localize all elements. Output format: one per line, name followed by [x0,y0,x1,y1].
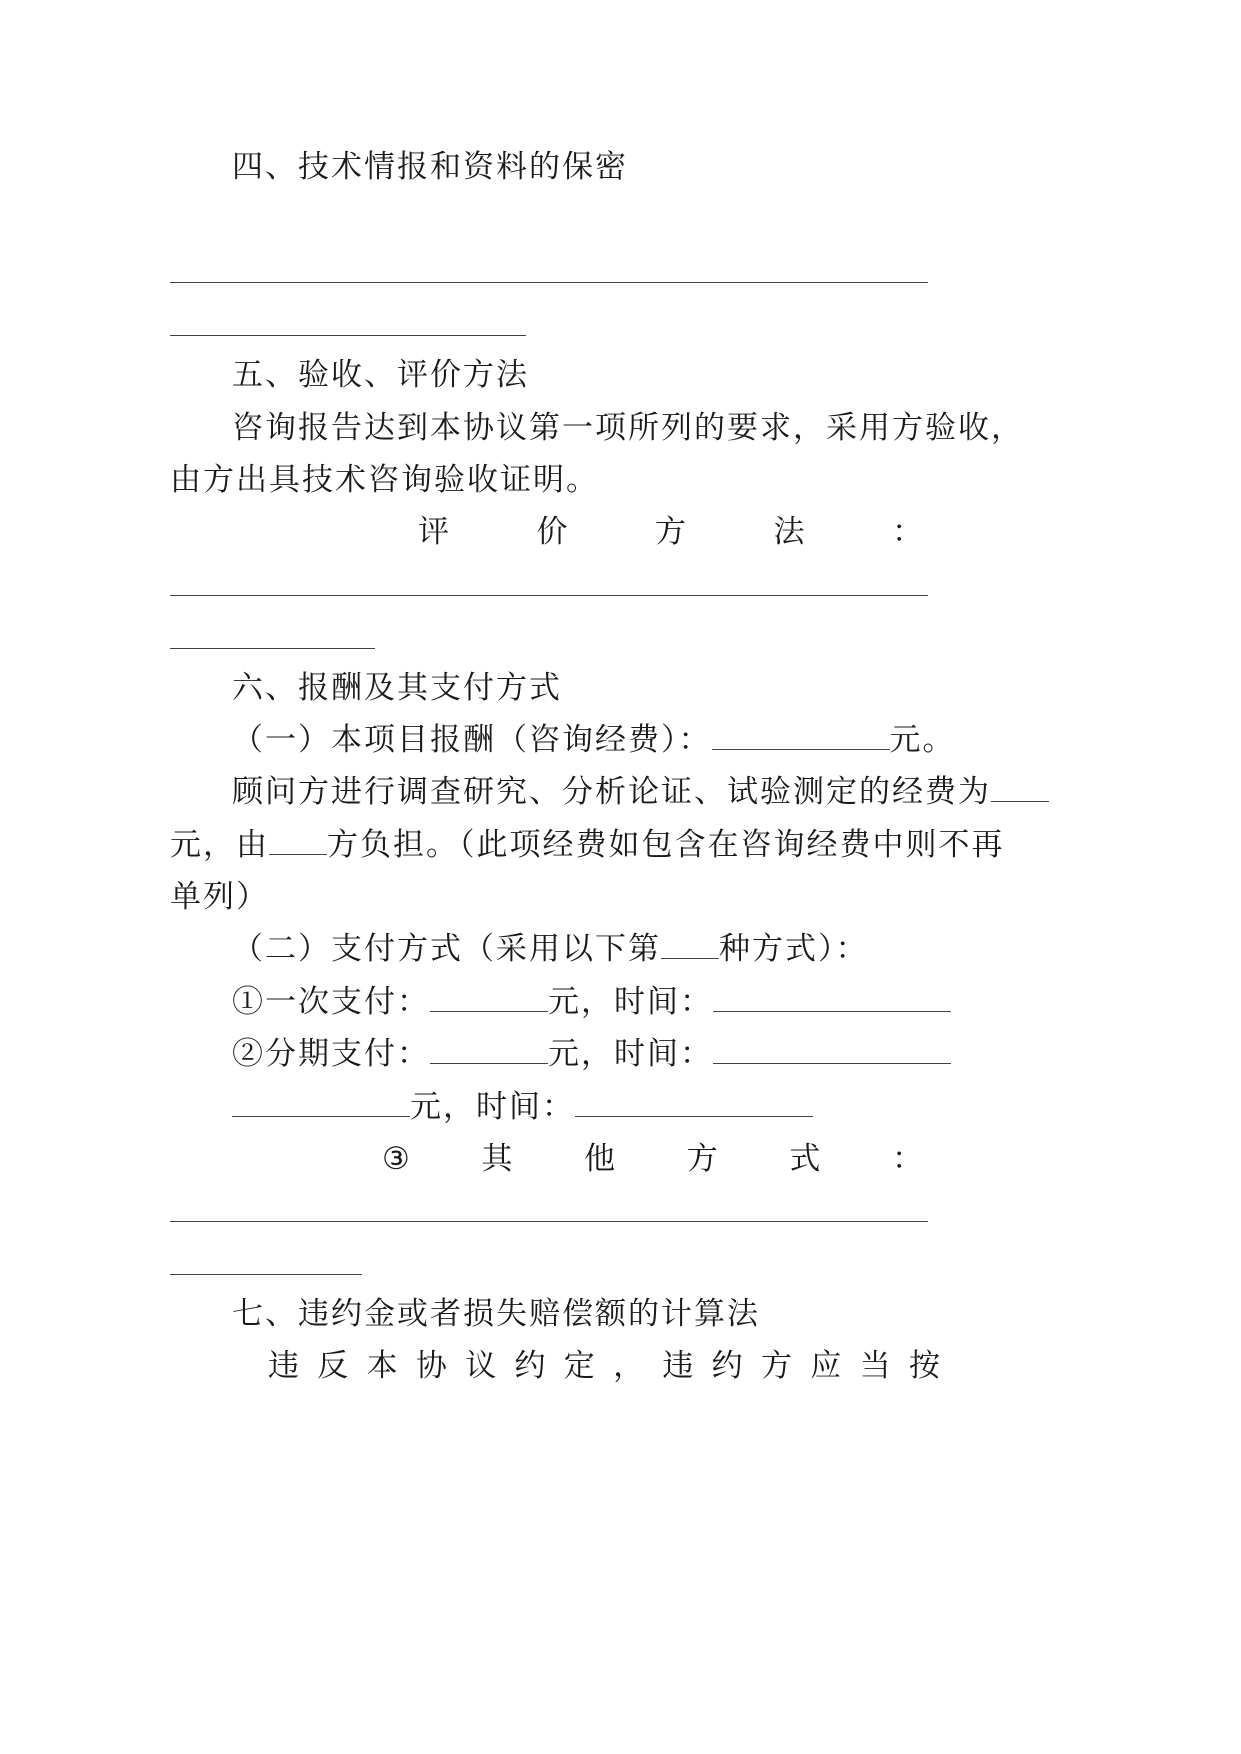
section-7-heading: 七、违约金或者损失赔偿额的计算法 [232,1296,760,1332]
breach-clause-char: 议 [465,1348,497,1384]
payment-item-1 [232,720,956,760]
research-fee-line-2 [170,825,1005,865]
research-fee-note: 方负担。（此项经费如包含在咨询经费中则不再 [327,827,1005,863]
option-installment-continued [232,1087,813,1127]
fill-in-line [170,1221,928,1222]
breach-clause-char: 定 [563,1348,595,1384]
payment-item-1-prefix: （一）本项目报酬（咨询经费）： [232,722,712,758]
breach-clause-char: 方 [760,1348,792,1384]
section-4-heading: 四、技术情报和资料的保密 [232,149,628,185]
option-installment-label: ②分期支付： [232,1036,430,1072]
breach-clause-char: 约 [514,1348,546,1384]
evaluation-method-char: 评 [418,514,449,550]
acceptance-text-line-1: 咨询报告达到本协议第一项所列的要求，采用方验收， [232,410,1024,446]
method-number-blank [661,932,719,959]
fill-in-line [170,1274,362,1275]
breach-clause-char: ， [613,1348,645,1384]
time-blank [713,985,951,1012]
fee-amount-blank [712,723,890,750]
amount-blank [430,1037,548,1064]
other-method-char: ： [892,1141,923,1177]
evaluation-method-char: 价 [536,514,568,550]
amount-blank [430,985,548,1012]
yuan-time-label: 元，时间： [548,1036,713,1072]
fill-in-line [170,648,375,649]
fill-in-line [170,282,928,283]
breach-clause-char: 应 [810,1348,842,1384]
evaluation-method-char: 方 [655,514,686,550]
breach-clause-line [268,1346,940,1386]
yuan-time-label: 元，时间： [548,984,713,1020]
option-lump-sum [232,982,951,1022]
other-method-char: 方 [686,1141,718,1177]
research-fee-amount-blank [991,775,1049,802]
breach-clause-char: 协 [415,1348,447,1384]
party-blank [269,828,327,855]
breach-clause-char: 本 [366,1348,398,1384]
payment-item-2-prefix: （二）支付方式（采用以下第 [232,931,661,967]
evaluation-method-label [418,512,923,552]
breach-clause-char: 约 [711,1348,743,1384]
time-blank [713,1037,951,1064]
breach-clause-char: 反 [317,1348,349,1384]
research-fee-line-3: 单列） [170,879,269,915]
breach-clause-char: 按 [908,1348,940,1384]
fill-in-line [170,595,928,596]
other-method-char: 式 [789,1141,821,1177]
other-method-char: ③ [382,1141,410,1177]
option-installment [232,1034,951,1074]
evaluation-method-char: 法 [773,514,805,550]
section-5-heading: 五、验收、评价方法 [232,357,529,393]
option-lump-sum-label: ①一次支付： [232,984,430,1020]
time-blank [575,1090,813,1117]
acceptance-text-line-2: 由方出具技术咨询验收证明。 [170,462,599,498]
section-6-heading: 六、报酬及其支付方式 [232,670,562,706]
amount-blank [232,1090,410,1117]
payment-item-1-suffix: 元。 [889,722,956,758]
fill-in-line [170,335,526,336]
other-method-char: 他 [584,1141,616,1177]
payment-item-2 [232,929,869,969]
research-fee-text: 顾问方进行调查研究、分析论证、试验测定的经费为 [232,774,991,810]
other-method-label [382,1139,923,1179]
breach-clause-char: 违 [662,1348,694,1384]
research-fee-line-1 [232,772,1049,812]
research-fee-yuan: 元，由 [170,827,269,863]
evaluation-method-char: ： [892,514,923,550]
breach-clause-char: 违 [268,1348,299,1384]
other-method-char: 其 [481,1141,513,1177]
breach-clause-char: 当 [859,1348,891,1384]
yuan-time-label: 元，时间： [410,1089,575,1125]
payment-item-2-suffix: 种方式）： [719,931,869,967]
